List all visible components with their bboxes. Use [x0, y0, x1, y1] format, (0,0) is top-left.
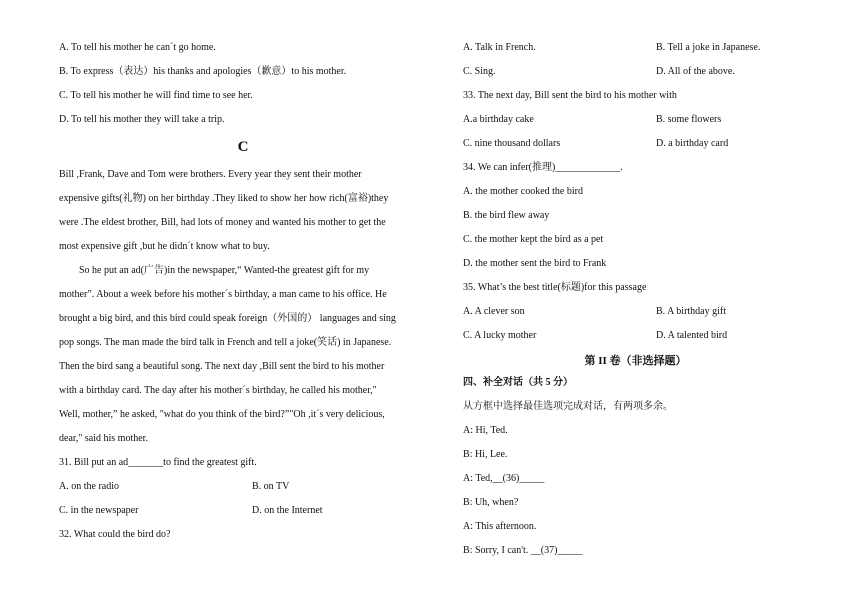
q32-option-d: D. All of the above.	[656, 66, 735, 77]
passage-line: expensive gifts(礼物) on her birthday .They liked to show her how rich(富裕)they	[59, 193, 389, 204]
q33-option-c: C. nine thousand dollars	[463, 138, 561, 149]
passage-line: dear," said his mother.	[59, 433, 148, 444]
passage-line: brought a big bird, and this bird could speak foreign（外国的） languages and sing	[59, 313, 396, 324]
q31-option-d: D. on the Internet	[252, 505, 323, 516]
q35-stem: 35. What’s the best title(标题)for this passage	[463, 282, 647, 293]
passage-line: were .The eldest brother, Bill, had lots of money and wanted his mother to get the	[59, 217, 386, 228]
q33-option-d: D. a birthday card	[656, 138, 729, 149]
q32-option-c: C. Sing.	[463, 66, 496, 77]
passage-line: pop songs. The man made the bird talk in French and tell a joke(笑话) in Japanese.	[59, 337, 392, 348]
passage-line: So he put an ad(广告)in the newspaper,“ Wanted-the greatest gift for my	[79, 265, 370, 276]
dialogue-line: B: Uh, when?	[463, 497, 519, 508]
q30-option-a: A. To tell his mother he can´t go home.	[59, 42, 216, 53]
q30-option-c: C. To tell his mother he will find time to see her.	[59, 90, 253, 101]
dialogue-line: B: Hi, Lee.	[463, 449, 508, 460]
q31-option-c: C. in the newspaper	[59, 505, 139, 516]
section-four-instructions: 从方框中选择最佳选项完成对话，有两项多余。	[463, 401, 673, 412]
passage-line: with a birthday card. The day after his mother´s birthday, he called his mother,"	[59, 385, 377, 396]
passage-line: Then the bird sang a beautiful song. The next day ,Bill sent the bird to his mother	[59, 361, 385, 372]
dialogue-line: A: This afternoon.	[463, 521, 537, 532]
q32-option-b: B. Tell a joke in Japanese.	[656, 42, 761, 53]
section-four-title: 四、补全对话（共 5 分）	[463, 377, 573, 388]
section-c-heading: C	[237, 139, 249, 155]
q34-option-d: D. the mother sent the bird to Frank	[463, 258, 607, 269]
part-two-title: 第 II 卷（非选择题）	[584, 355, 687, 367]
dialogue-line: A: Hi, Ted.	[463, 425, 508, 436]
q35-option-b: B. A birthday gift	[656, 306, 726, 317]
q34-stem: 34. We can infer(推理)_____________.	[463, 162, 623, 173]
q31-option-a: A. on the radio	[59, 481, 119, 492]
q32-option-a: A. Talk in French.	[463, 42, 536, 53]
q35-option-d: D. A talented bird	[656, 330, 728, 341]
q35-option-a: A. A clever son	[463, 306, 525, 317]
dialogue-line-blank-36: A: Ted,__(36)_____	[463, 473, 545, 484]
q31-stem: 31. Bill put an ad_______to find the greatest gift.	[59, 457, 257, 468]
passage-line: Well, mother,” he asked, "what do you think of the bird?”"Oh ,it´s very delicious,	[59, 409, 385, 420]
dialogue-line-blank-37: B: Sorry, I can't. __(37)_____	[463, 545, 583, 556]
q31-option-b: B. on TV	[252, 481, 290, 492]
q35-option-c: C. A lucky mother	[463, 330, 537, 341]
q33-option-a: A.a birthday cake	[463, 114, 534, 125]
q34-option-c: C. the mother kept the bird as a pet	[463, 234, 604, 245]
q33-stem: 33. The next day, Bill sent the bird to his mother with	[463, 90, 677, 101]
q33-option-b: B. some flowers	[656, 114, 722, 125]
q30-option-b: B. To express（表达）his thanks and apologies（歉意）to his mother.	[59, 66, 347, 77]
passage-line: most expensive gift ,but he didn´t know what to buy.	[59, 241, 270, 252]
q30-option-d: D. To tell his mother they will take a trip.	[59, 114, 225, 125]
q34-option-b: B. the bird flew away	[463, 210, 550, 221]
q32-stem: 32. What could the bird do?	[59, 529, 171, 540]
passage-line: mother”. About a week before his mother´s birthday, a man came to his office. He	[59, 289, 387, 300]
passage-line: Bill ,Frank, Dave and Tom were brothers. Every year they sent their mother	[59, 169, 362, 180]
q34-option-a: A. the mother cooked the bird	[463, 186, 583, 197]
